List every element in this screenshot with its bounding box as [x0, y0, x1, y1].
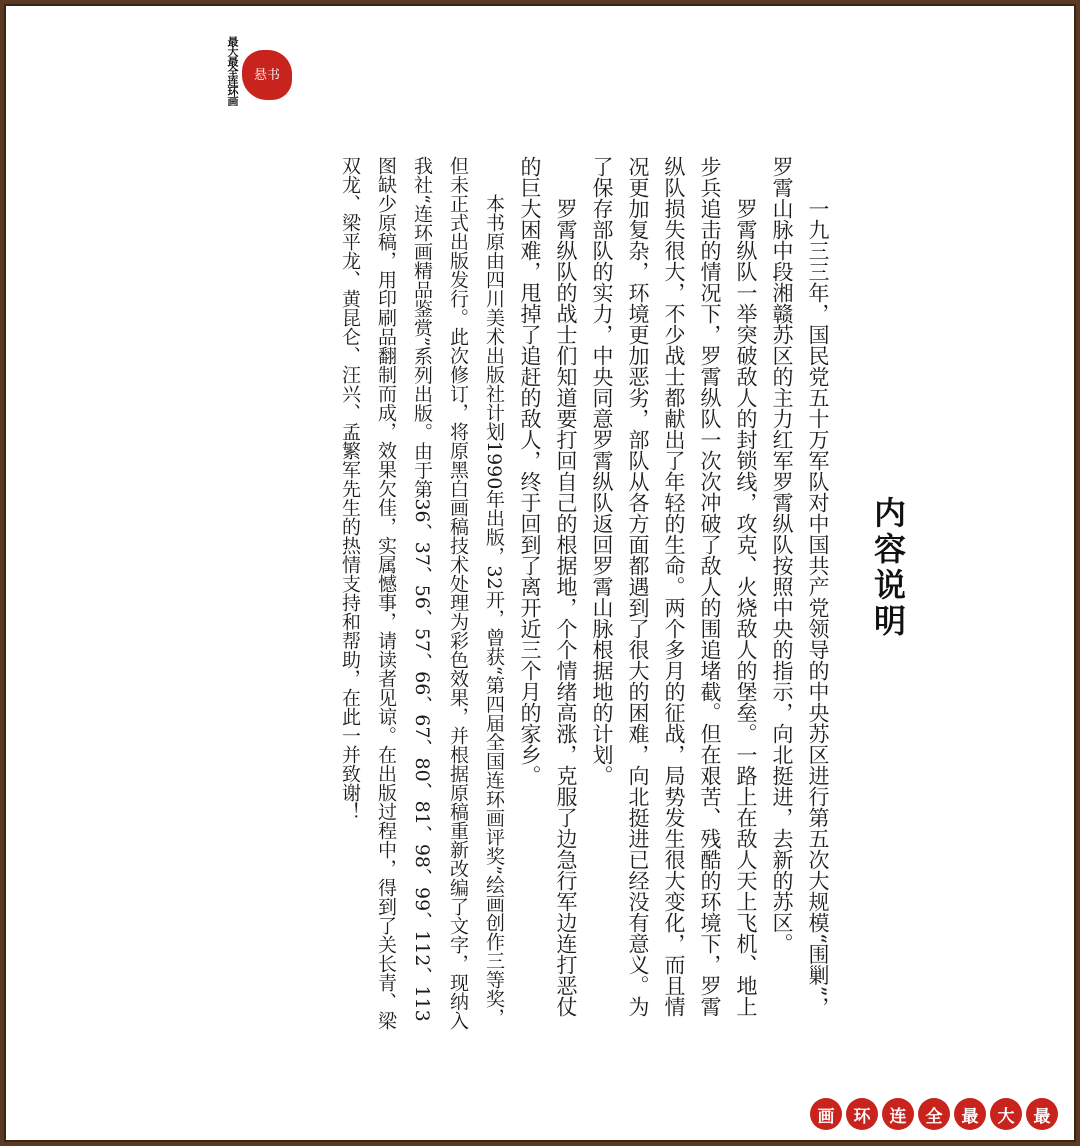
- seal-logo: 悬书: [242, 50, 292, 100]
- page-title: 内容说明: [869, 496, 907, 640]
- banner-char: 环: [846, 1098, 878, 1130]
- paragraph-1: 一九三三年，国民党五十万军队对中国共产党领导的中央苏区进行第五次大规模“围剿”，罗霄山脉中段湘赣苏区的主力红军罗霄纵队按照中央的指示，向北挺进，去新的苏区。: [770, 156, 830, 1018]
- paragraph-3: 罗霄纵队的战士们知道要打回自己的根据地，个个情绪高涨，克服了边急行军边连打恶仗的巨大困难，甩掉了追赶的敌人，终于回到了离开近三个月的家乡。: [518, 156, 578, 1017]
- banner-stamps: [810, 1098, 1058, 1130]
- banner-char: 大: [990, 1098, 1022, 1130]
- paragraph-2: 罗霄纵队一举突破敌人的封锁线，攻克、火烧敌人的堡垒。一路上在敌人天上飞机、地上步兵追击的情况下，罗霄纵队一次次冲破了敌人的围追堵截。但在艰苦、残酷的环境下，罗霄纵队损失很大，不少战士都献出了年轻的生命。两个多月的征战，局势发生很大变化，而且情况更加复杂，环境更加恶劣，部队从各方面都遇到了很大的困难，向北挺进已经没有意义。为了保存部队的实力，中央同意罗霄纵队返回罗霄山脉根据地的计划。: [590, 156, 758, 1017]
- banner-char: 最: [954, 1098, 986, 1130]
- banner-char: 画: [810, 1098, 842, 1130]
- page-frame: [4, 4, 1076, 1142]
- banner-char: 连: [882, 1098, 914, 1130]
- banner-char: 全: [918, 1098, 950, 1130]
- body-text: [216, 156, 836, 1036]
- banner-char: 最: [1026, 1098, 1058, 1130]
- publication-note: 本书原由四川美术出版社计划1990年出版，32开，曾获“第四届全国连环画评奖”绘画创作三等奖，但未正式出版发行。此次修订，将原黑白画稿技术处理为彩色效果，并根据原稿重新改编了文字，现纳入我社“连环画精品鉴赏”系列出版。由于第36、37、56、57、66、67、80、81、98、99、112、113图缺少原稿，用印刷品翻制而成，效果欠佳，实属憾事，请读者见谅。在出版过程中，得到了关长青、梁双龙、梁平龙、黄昆仑、汪兴、孟繁军先生的热情支持和帮助，在此一并致谢！: [339, 156, 505, 1030]
- seal-label: 最大最全连环画: [226, 36, 239, 106]
